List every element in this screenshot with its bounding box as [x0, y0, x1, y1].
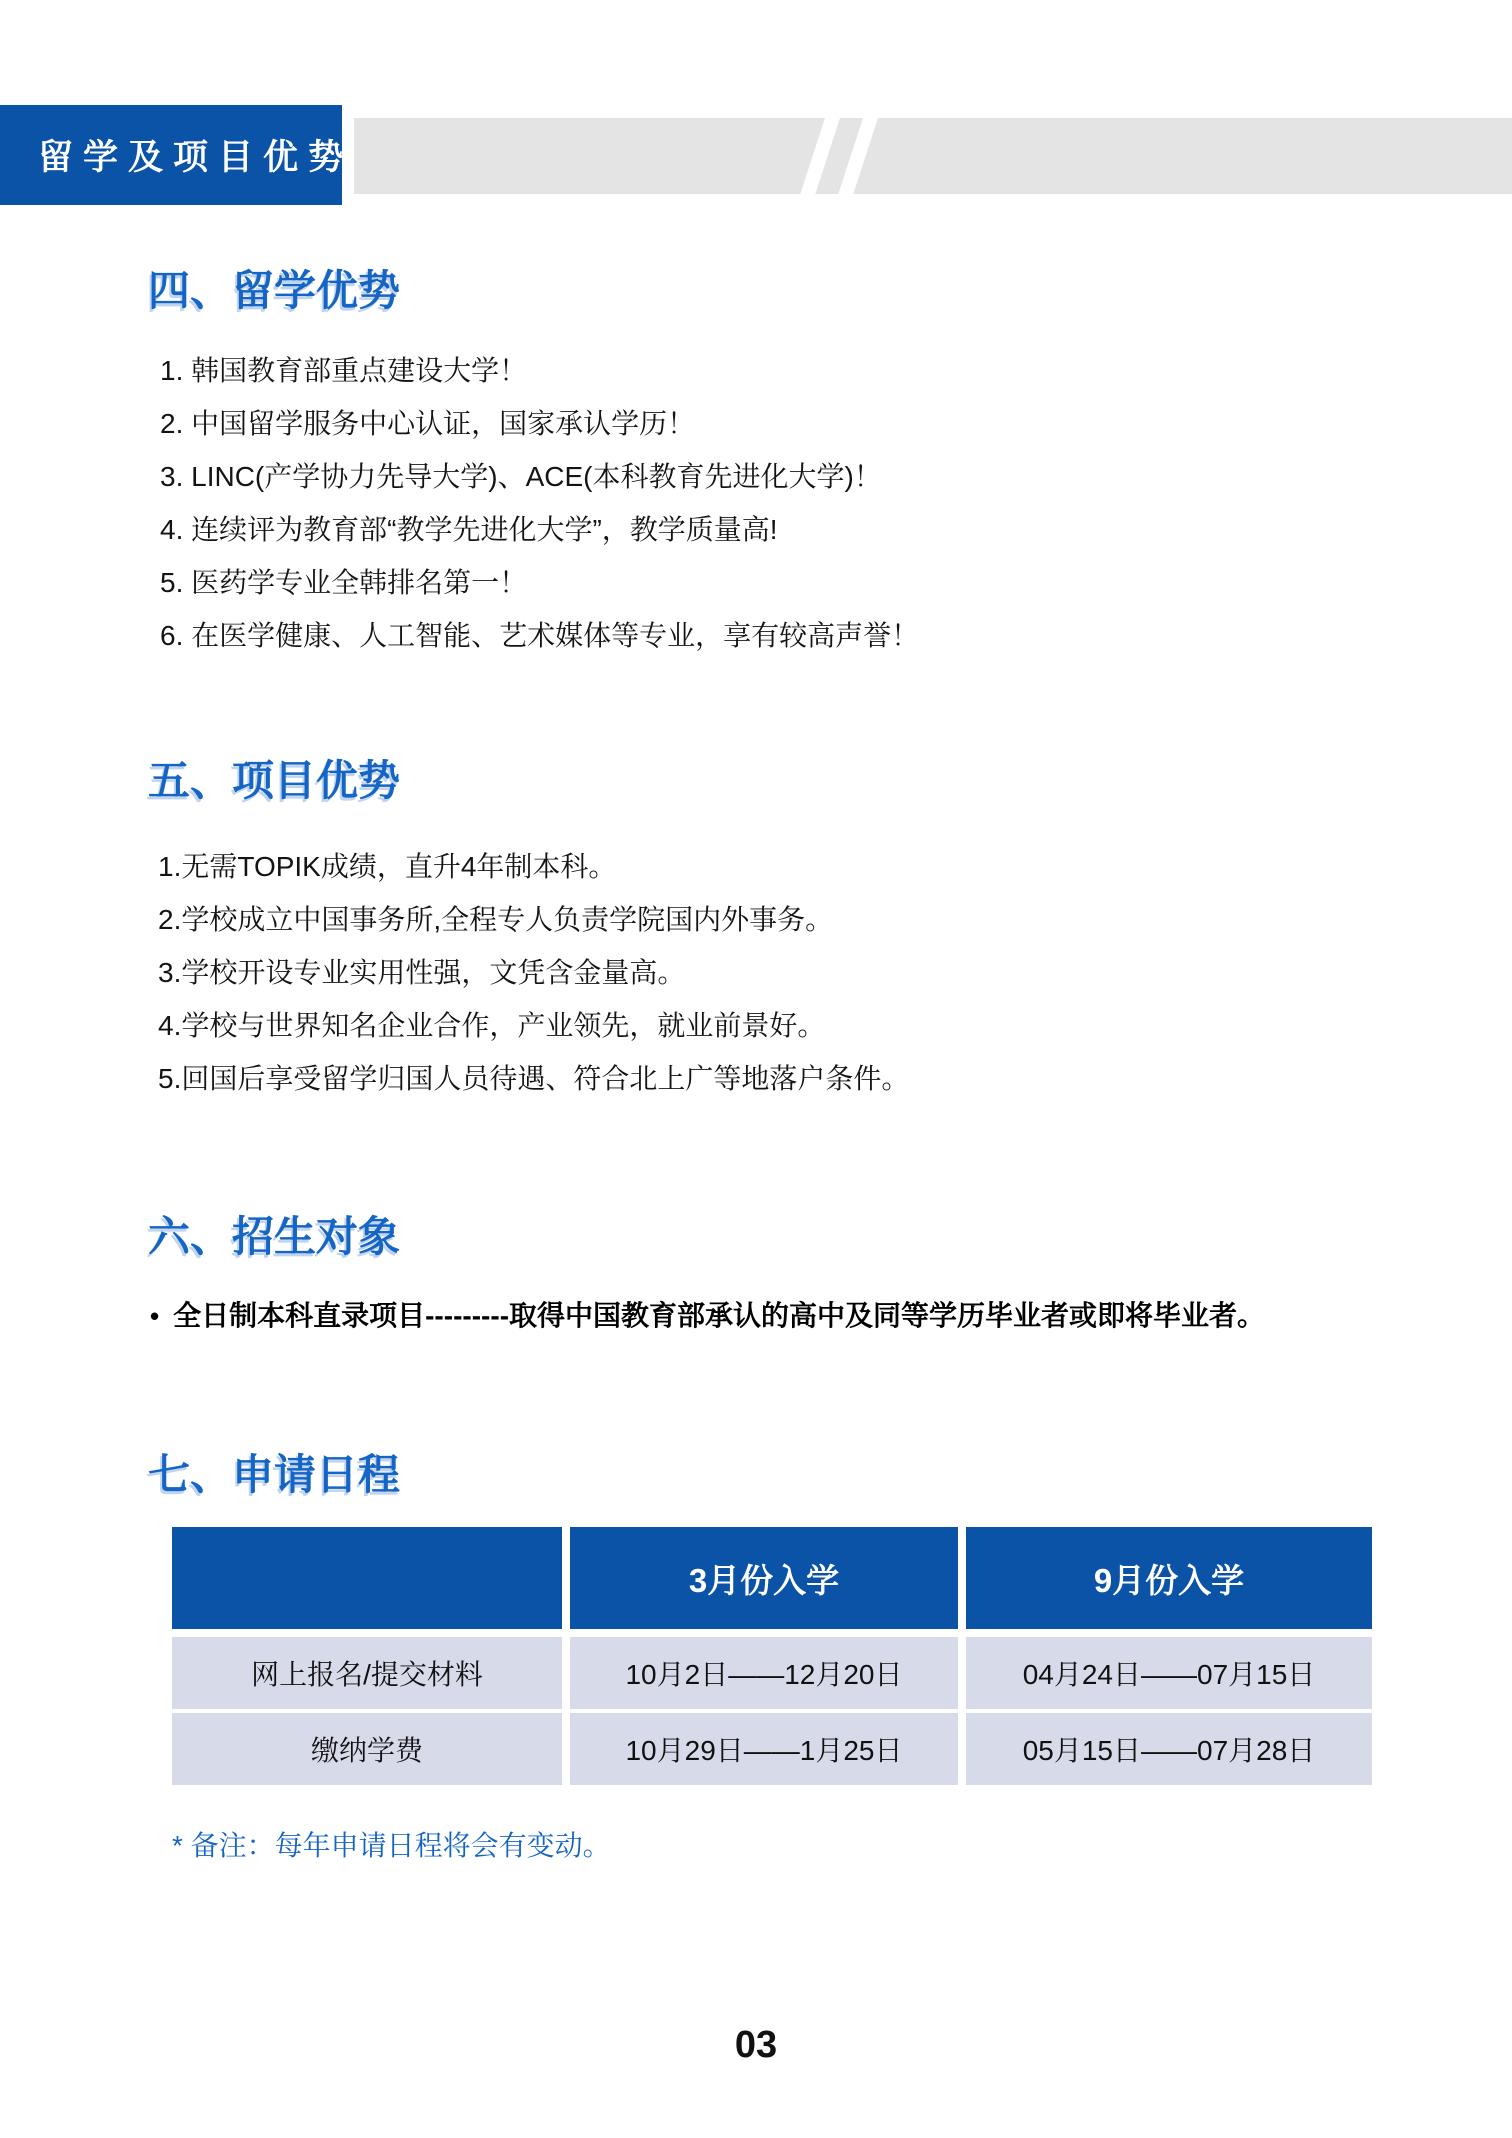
list-item: 4. 连续评为教育部“教学先进化大学”，教学质量高! [160, 514, 778, 545]
page-number: 03 [734, 2024, 778, 2066]
list-item: 6. 在医学健康、人工智能、艺术媒体等专业，享有较高声誉！ [160, 620, 920, 651]
table-row [172, 1637, 1372, 1709]
admission-target-line [150, 1296, 1265, 1336]
list-item: 5. 医药学专业全韩排名第一！ [160, 567, 528, 598]
list-item: 3. LINC(产学协力先导大学)、ACE(本科教育先进化大学)！ [160, 461, 882, 492]
table-row [172, 1713, 1372, 1785]
bullet-icon: • [150, 1301, 160, 1331]
list-item: 1. 韩国教育部重点建设大学！ [160, 355, 528, 386]
header-gray-band [354, 118, 1512, 194]
table-header-cell-blank [172, 1527, 562, 1629]
section-five-list [158, 840, 909, 1105]
application-schedule-table [172, 1527, 1372, 1785]
section-four-heading: 四、留学优势 [148, 267, 401, 314]
row-value-march: 10月2日——12月20日 [570, 1637, 958, 1709]
row-value-march: 10月29日——1月25日 [570, 1713, 958, 1785]
list-item: 5.回国后享受留学归国人员待遇、符合北上广等地落户条件。 [158, 1063, 910, 1094]
section-five-heading: 五、项目优势 [148, 757, 401, 804]
row-label: 缴纳学费 [172, 1713, 562, 1785]
banner-title: 留学及项目优势 [38, 138, 354, 177]
page-header-banner [0, 105, 354, 205]
list-item: 2.学校成立中国事务所,全程专人负责学院国内外事务。 [158, 904, 834, 935]
row-label: 网上报名/提交材料 [172, 1637, 562, 1709]
table-header-cell-september: 9月份入学 [966, 1527, 1372, 1629]
list-item: 2. 中国留学服务中心认证，国家承认学历！ [160, 408, 696, 439]
slash-decoration [834, 118, 881, 194]
row-value-september: 04月24日——07月15日 [966, 1637, 1372, 1709]
section-seven-heading: 七、申请日程 [148, 1451, 401, 1498]
list-item: 1.无需TOPIK成绩，直升4年制本科。 [158, 851, 617, 882]
section-six-heading: 六、招生对象 [148, 1213, 401, 1260]
list-item: 3.学校开设专业实用性强，文凭含金量高。 [158, 957, 686, 988]
admission-target-text: 全日制本科直录项目---------取得中国教育部承认的高中及同等学历毕业者或即将毕业者。 [173, 1300, 1266, 1331]
schedule-note: * 备注：每年申请日程将会有变动。 [172, 1830, 611, 1861]
table-header-row [172, 1527, 1372, 1629]
table-header-cell-march: 3月份入学 [570, 1527, 958, 1629]
section-four-list [160, 344, 919, 662]
slash-decoration [796, 118, 843, 194]
list-item: 4.学校与世界知名企业合作，产业领先，就业前景好。 [158, 1010, 826, 1041]
row-value-september: 05月15日——07月28日 [966, 1713, 1372, 1785]
